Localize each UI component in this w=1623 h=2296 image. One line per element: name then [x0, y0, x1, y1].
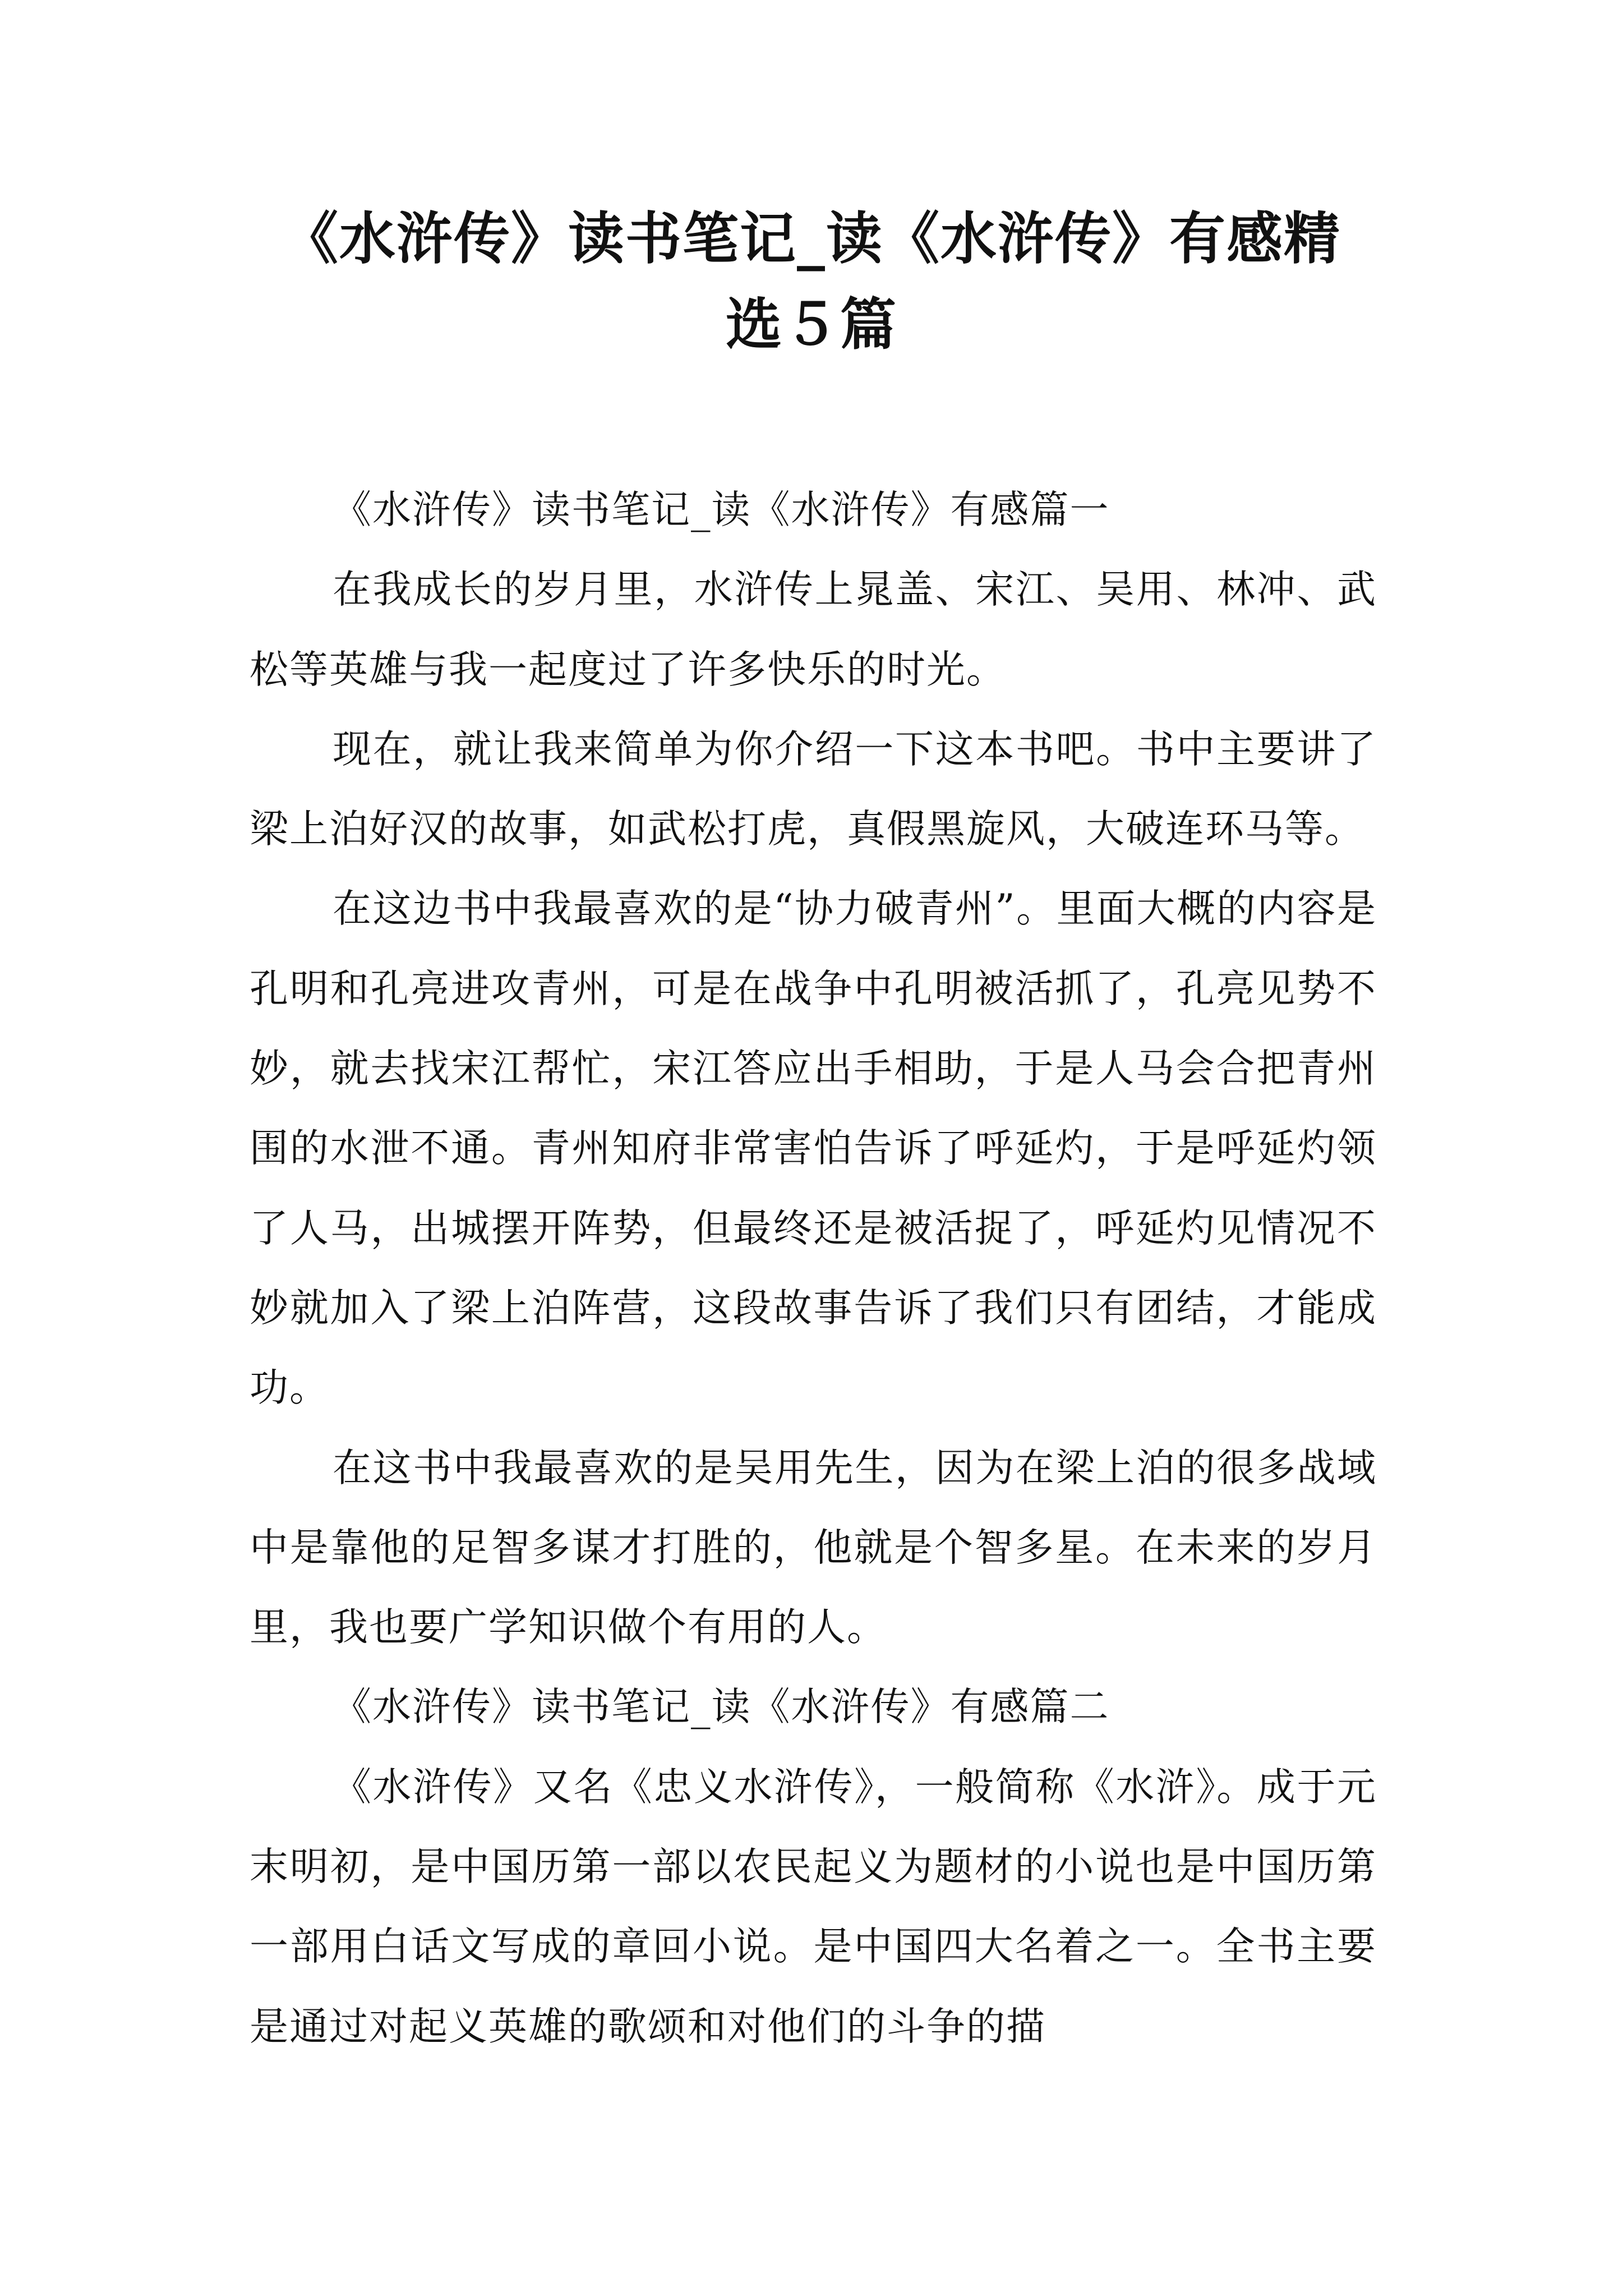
document-body: [250, 470, 1377, 2067]
paragraph: 在我成长的岁月里，水浒传上晁盖、宋江、吴用、林冲、武松等英雄与我一起度过了许多快乐的时光。: [250, 567, 1377, 692]
paragraph: 现在，就让我来简单为你介绍一下这本书吧。书中主要讲了梁上泊好汉的故事，如武松打虎，真假黑旋风，大破连环马等。: [250, 726, 1377, 852]
section-heading-1: 《水浒传》读书笔记_读《水浒传》有感篇一: [333, 487, 1110, 532]
paragraph: 在这书中我最喜欢的是吴用先生，因为在梁上泊的很多战域中是靠他的足智多谋才打胜的，他就是个智多星。在未来的岁月里，我也要广学知识做个有用的人。: [250, 1445, 1377, 1650]
section-heading-2: 《水浒传》读书笔记_读《水浒传》有感篇二: [333, 1685, 1110, 1730]
paragraph: 《水浒传》又名《忠义水浒传》，一般简称《水浒》。成于元末明初，是中国历第一部以农民起义为题材的小说也是中国历第一部用白话文写成的章回小说。是中国四大名着之一。全书主要是通过对起义英雄的歌颂和对他们的斗争的描: [250, 1764, 1377, 2049]
document-title-line-2: 选５篇: [726, 291, 897, 357]
paragraph: 在这边书中我最喜欢的是“协力破青州”。里面大概的内容是孔明和孔亮进攻青州，可是在战争中孔明被活抓了，孔亮见势不妙，就去找宋江帮忙，宋江答应出手相助，于是人马会合把青州围的水泄不通。青州知府非常害怕告诉了呼延灼，于是呼延灼领了人马，出城摆开阵势，但最终还是被活捉了，呼延灼见情况不妙就加入了梁上泊阵营，这段故事告诉了我们只有团结，才能成功。: [250, 886, 1377, 1411]
document-title-line-1: 《水浒传》读书笔记_读《水浒传》有感精: [282, 205, 1341, 272]
